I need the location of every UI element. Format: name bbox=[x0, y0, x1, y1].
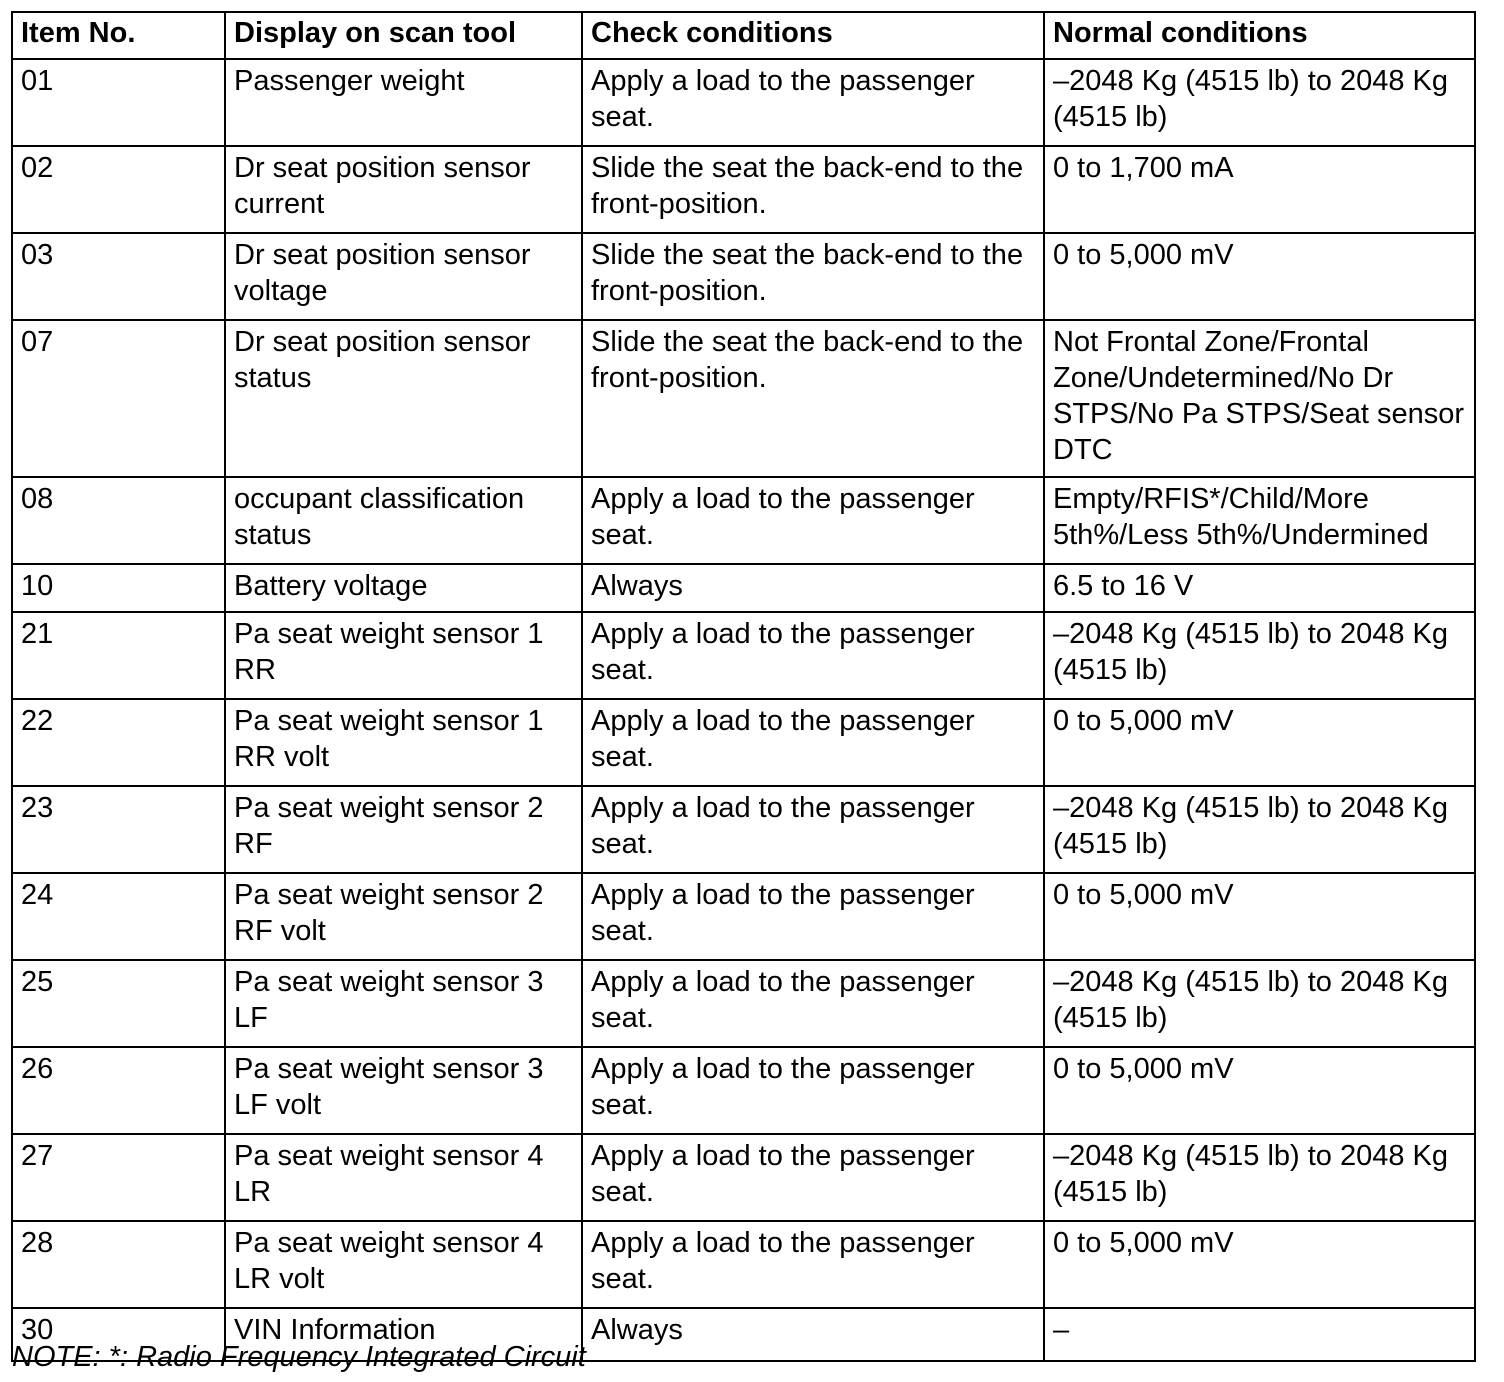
table-row bbox=[12, 612, 1475, 699]
cell-display: Pa seat weight sensor 1 RR volt bbox=[225, 699, 582, 786]
cell-display: Pa seat weight sensor 3 LF bbox=[225, 960, 582, 1047]
table-row bbox=[12, 564, 1475, 612]
cell-normal-conditions: 6.5 to 16 V bbox=[1044, 564, 1475, 612]
cell-normal-conditions: 0 to 5,000 mV bbox=[1044, 1047, 1475, 1134]
scan-tool-data-table bbox=[11, 11, 1476, 1362]
cell-item-no: 21 bbox=[12, 612, 225, 699]
cell-check-conditions: Apply a load to the passenger seat. bbox=[582, 612, 1044, 699]
cell-item-no: 24 bbox=[12, 873, 225, 960]
cell-display: Passenger weight bbox=[225, 59, 582, 146]
cell-display: Dr seat position sensor status bbox=[225, 320, 582, 477]
table-row bbox=[12, 146, 1475, 233]
table-body bbox=[12, 59, 1475, 1361]
cell-item-no: 27 bbox=[12, 1134, 225, 1221]
cell-check-conditions: Slide the seat the back-end to the front-position. bbox=[582, 233, 1044, 320]
cell-normal-conditions: –2048 Kg (4515 lb) to 2048 Kg (4515 lb) bbox=[1044, 960, 1475, 1047]
table-row bbox=[12, 960, 1475, 1047]
cell-item-no: 08 bbox=[12, 477, 225, 564]
table-header-row bbox=[12, 12, 1475, 59]
table-row bbox=[12, 477, 1475, 564]
table-row bbox=[12, 59, 1475, 146]
cell-check-conditions: Always bbox=[582, 1308, 1044, 1361]
cell-item-no: 26 bbox=[12, 1047, 225, 1134]
header-item-no: Item No. bbox=[12, 12, 225, 59]
header-normal-conditions: Normal conditions bbox=[1044, 12, 1475, 59]
table-row bbox=[12, 1047, 1475, 1134]
cell-item-no: 10 bbox=[12, 564, 225, 612]
header-display-on-scan-tool: Display on scan tool bbox=[225, 12, 582, 59]
cell-normal-conditions: 0 to 5,000 mV bbox=[1044, 873, 1475, 960]
cell-item-no: 22 bbox=[12, 699, 225, 786]
cell-normal-conditions: 0 to 5,000 mV bbox=[1044, 233, 1475, 320]
cell-display: Pa seat weight sensor 1 RR bbox=[225, 612, 582, 699]
cell-display: Battery voltage bbox=[225, 564, 582, 612]
cell-check-conditions: Apply a load to the passenger seat. bbox=[582, 786, 1044, 873]
cell-normal-conditions: Empty/RFIS*/Child/More 5th%/Less 5th%/Undermined bbox=[1044, 477, 1475, 564]
table-row bbox=[12, 786, 1475, 873]
header-check-conditions: Check conditions bbox=[582, 12, 1044, 59]
cell-item-no: 03 bbox=[12, 233, 225, 320]
cell-normal-conditions: –2048 Kg (4515 lb) to 2048 Kg (4515 lb) bbox=[1044, 612, 1475, 699]
cell-normal-conditions: 0 to 5,000 mV bbox=[1044, 699, 1475, 786]
cell-normal-conditions: 0 to 1,700 mA bbox=[1044, 146, 1475, 233]
cell-check-conditions: Slide the seat the back-end to the front-position. bbox=[582, 320, 1044, 477]
cell-display: Pa seat weight sensor 2 RF bbox=[225, 786, 582, 873]
cell-normal-conditions: –2048 Kg (4515 lb) to 2048 Kg (4515 lb) bbox=[1044, 1134, 1475, 1221]
cell-check-conditions: Apply a load to the passenger seat. bbox=[582, 1221, 1044, 1308]
cell-normal-conditions: Not Frontal Zone/Frontal Zone/Undetermined/No Dr STPS/No Pa STPS/Seat sensor DTC bbox=[1044, 320, 1475, 477]
cell-check-conditions: Slide the seat the back-end to the front-position. bbox=[582, 146, 1044, 233]
cell-item-no: 28 bbox=[12, 1221, 225, 1308]
cell-item-no: 25 bbox=[12, 960, 225, 1047]
cell-display: Pa seat weight sensor 3 LF volt bbox=[225, 1047, 582, 1134]
cell-check-conditions: Apply a load to the passenger seat. bbox=[582, 960, 1044, 1047]
cell-display: Pa seat weight sensor 2 RF volt bbox=[225, 873, 582, 960]
cell-display: VIN Information bbox=[225, 1308, 582, 1361]
table-row bbox=[12, 699, 1475, 786]
cell-check-conditions: Apply a load to the passenger seat. bbox=[582, 873, 1044, 960]
cell-check-conditions: Apply a load to the passenger seat. bbox=[582, 477, 1044, 564]
cell-display: occupant classification status bbox=[225, 477, 582, 564]
cell-item-no: 07 bbox=[12, 320, 225, 477]
cell-item-no: 30 bbox=[12, 1308, 225, 1361]
cell-normal-conditions: –2048 Kg (4515 lb) to 2048 Kg (4515 lb) bbox=[1044, 786, 1475, 873]
table-row bbox=[12, 1134, 1475, 1221]
table-row bbox=[12, 1221, 1475, 1308]
cell-check-conditions: Apply a load to the passenger seat. bbox=[582, 1134, 1044, 1221]
table-row bbox=[12, 233, 1475, 320]
cell-check-conditions: Apply a load to the passenger seat. bbox=[582, 1047, 1044, 1134]
cell-display: Dr seat position sensor current bbox=[225, 146, 582, 233]
cell-check-conditions: Always bbox=[582, 564, 1044, 612]
cell-display: Dr seat position sensor voltage bbox=[225, 233, 582, 320]
cell-display: Pa seat weight sensor 4 LR bbox=[225, 1134, 582, 1221]
cell-normal-conditions: –2048 Kg (4515 lb) to 2048 Kg (4515 lb) bbox=[1044, 59, 1475, 146]
cell-check-conditions: Apply a load to the passenger seat. bbox=[582, 59, 1044, 146]
cell-normal-conditions: – bbox=[1044, 1308, 1475, 1361]
cell-display: Pa seat weight sensor 4 LR volt bbox=[225, 1221, 582, 1308]
footnote: NOTE: *: Radio Frequency Integrated Circuit bbox=[12, 1341, 586, 1373]
cell-item-no: 02 bbox=[12, 146, 225, 233]
cell-item-no: 01 bbox=[12, 59, 225, 146]
cell-check-conditions: Apply a load to the passenger seat. bbox=[582, 699, 1044, 786]
table-row bbox=[12, 320, 1475, 477]
table-row bbox=[12, 873, 1475, 960]
cell-normal-conditions: 0 to 5,000 mV bbox=[1044, 1221, 1475, 1308]
cell-item-no: 23 bbox=[12, 786, 225, 873]
